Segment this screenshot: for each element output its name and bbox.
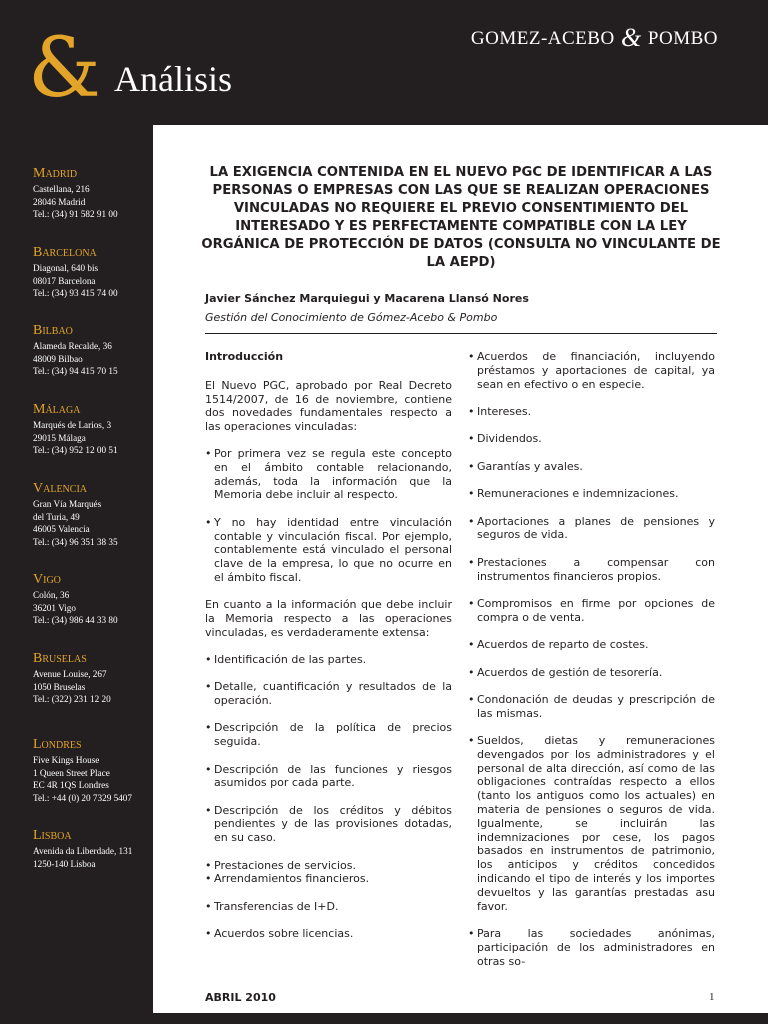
office-city: Madrid: [33, 166, 78, 181]
office-address-line: Colón, 36: [33, 590, 70, 600]
office-malaga: [33, 401, 151, 457]
list-item: • Condonación de deudas y prescripción de las mismas.: [468, 693, 715, 721]
office-address-line: Avenida da Liberdade, 131: [33, 846, 133, 856]
list-item: • Prestaciones a compensar con instrumentos financieros propios.: [468, 556, 715, 584]
office-address-line: del Turia, 49: [33, 511, 80, 522]
article-affiliation: Gestión del Conocimiento de Gómez-Acebo & Pombo: [205, 311, 498, 324]
office-madrid: [33, 165, 151, 221]
list-item: • Descripción de las funciones y riesgos asumidos por cada parte.: [205, 763, 452, 791]
memoria-list-left: [205, 653, 452, 941]
right-column: [468, 350, 715, 982]
list-item: • Identificación de las partes.: [205, 653, 452, 667]
office-address-line: 1250-140 Lisboa: [33, 858, 96, 869]
offices-sidebar: [0, 125, 153, 1024]
section-title: Análisis: [114, 59, 233, 99]
list-item: • Descripción de la política de precios seguida.: [205, 721, 452, 749]
office-city: Valencia: [33, 481, 87, 496]
office-lisboa: [33, 827, 151, 870]
intro-paragraph: El Nuevo PGC, aprobado por Real Decreto 1514/2007, de 16 de noviembre, contiene dos novedades fundamentales respecto a las operaciones vinculadas:: [205, 378, 452, 434]
office-address-line: 1 Queen Street Place: [33, 767, 110, 778]
office-city: Bilbao: [33, 323, 73, 338]
office-address-line: Five Kings House: [33, 755, 100, 765]
intro-heading: Introducción: [205, 350, 284, 363]
title-divider: [205, 333, 717, 334]
list-item: • Transferencias de I+D.: [205, 900, 452, 914]
office-address-line: Alameda Recalde, 36: [33, 341, 112, 351]
list-item: • Arrendamientos financieros.: [205, 872, 452, 886]
brand-ampersand: &: [620, 23, 642, 52]
list-item: • Descripción de los créditos y débitos pendientes y de las provisiones dotadas, en su caso.: [205, 804, 452, 845]
list-item: • Prestaciones de servicios.: [205, 859, 452, 873]
list-item: • Remuneraciones e indemnizaciones.: [468, 487, 715, 501]
office-vigo: [33, 571, 151, 627]
list-item: • Compromisos en firme por opciones de compra o de venta.: [468, 597, 715, 625]
office-londres: [33, 736, 151, 804]
list-item: • Garantías y avales.: [468, 460, 715, 474]
list-item: • Para las sociedades anónimas, participación de los administradores en otras so-: [468, 927, 715, 968]
office-city: Málaga: [33, 402, 81, 417]
list-item: • Aportaciones a planes de pensiones y seguros de vida.: [468, 515, 715, 543]
office-city: Barcelona: [33, 245, 97, 260]
page-number: 1: [709, 991, 715, 1003]
list-item: • Detalle, cuantificación y resultados de la operación.: [205, 680, 452, 708]
office-phone: Tel.: (34) 96 351 38 35: [33, 536, 118, 547]
list-item: • Por primera vez se regula este concepto en el ámbito contable relacionando, además, toda la información que la Memoria debe incluir al respecto.: [205, 447, 452, 502]
office-city: Londres: [33, 737, 82, 752]
list-item: • Sueldos, dietas y remuneraciones devengados por los administradores y el personal de alta dirección, así como de las obligaciones contraídas respecto a ellos (tanto los antiguos como los actuales) en materia de pensiones o seguros de vida. Igualmente, se incluirán las indemnizaciones por cese, los pagos basados en instrumentos de patrimonio, los anticipos y créditos concedidos indicando el tipo de interés y los importes devueltos y las garantías prestadas asu favor.: [468, 734, 715, 913]
office-address-line: 46005 Valencia: [33, 524, 90, 535]
brand-logo: [471, 23, 718, 53]
header-bar: [0, 0, 768, 125]
office-bruselas: [33, 650, 151, 706]
office-phone: Tel.: (34) 91 582 91 00: [33, 209, 118, 220]
office-phone: Tel.: (322) 231 12 20: [33, 694, 111, 705]
office-address-line: Avenue Louise, 267: [33, 669, 107, 679]
office-address-line: 48009 Bilbao: [33, 353, 83, 364]
office-address-line: 28046 Madrid: [33, 196, 86, 207]
office-city: Vigo: [33, 572, 61, 587]
memoria-paragraph: En cuanto a la información que debe incluir la Memoria respecto a las operaciones vinculadas, es verdaderamente extensa:: [205, 598, 452, 639]
office-address-line: 29015 Málaga: [33, 432, 86, 443]
list-item: • Dividendos.: [468, 432, 715, 446]
office-address-line: EC 4R 1QS Londres: [33, 780, 109, 791]
article-authors: Javier Sánchez Marquiegui y Macarena Llansó Nores: [205, 292, 529, 305]
office-phone: Tel.: (34) 952 12 00 51: [33, 445, 118, 456]
office-address-line: Castellana, 216: [33, 184, 90, 194]
novelties-list: [205, 447, 452, 585]
memoria-list-right: [468, 350, 715, 968]
list-item: • Y no hay identidad entre vinculación contable y vinculación fiscal. Por ejemplo, contablemente está vinculado el personal clave de la empresa, lo que no ocurre en el ámbito fiscal.: [205, 516, 452, 585]
office-address-line: 36201 Vigo: [33, 602, 76, 613]
article-page: [153, 125, 768, 1013]
office-city: Bruselas: [33, 651, 87, 666]
office-address-line: Marqués de Larios, 3: [33, 420, 112, 430]
office-bilbao: [33, 322, 151, 378]
office-address-line: Diagonal, 640 bis: [33, 263, 99, 273]
office-phone: Tel.: +44 (0) 20 7329 5407: [33, 792, 132, 803]
office-phone: Tel.: (34) 93 415 74 00: [33, 288, 118, 299]
list-item: • Acuerdos de gestión de tesorería.: [468, 666, 715, 680]
ampersand-logo: &: [28, 21, 101, 116]
list-item: • Acuerdos sobre licencias.: [205, 927, 452, 941]
office-valencia: [33, 480, 151, 548]
office-barcelona: [33, 244, 151, 300]
list-item: • Acuerdos de financiación, incluyendo préstamos y aportaciones de capital, ya sean en efectivo o en especie.: [468, 350, 715, 391]
footer-date: ABRIL 2010: [205, 991, 276, 1004]
office-city: Lisboa: [33, 828, 72, 843]
list-item: • Intereses.: [468, 405, 715, 419]
brand-name-right: POMBO: [647, 28, 718, 49]
brand-name-left: GOMEZ-ACEBO: [470, 28, 615, 49]
office-address-line: 1050 Bruselas: [33, 681, 86, 692]
list-item: • Acuerdos de reparto de costes.: [468, 638, 715, 652]
office-address-line: 08017 Barcelona: [33, 275, 96, 286]
left-column: [205, 350, 452, 955]
office-address-line: Gran Vía Marqués: [33, 499, 102, 509]
office-phone: Tel.: (34) 986 44 33 80: [33, 615, 118, 626]
article-title: LA EXIGENCIA CONTENIDA EN EL NUEVO PGC DE IDENTIFICAR A LAS PERSONAS O EMPRESAS CON LAS QUE SE REALIZAN OPERACIONES VINCULADAS NO REQUIERE EL PREVIO CONSENTIMIENTO DEL INTERESADO Y ES PERFECTAMENTE COMPATIBLE CON LA LEY ORGÁNICA DE PROTECCIÓN DE DATOS (CONSULTA NO VINCULANTE DE LA AEPD): [201, 165, 721, 270]
office-phone: Tel.: (34) 94 415 70 15: [33, 366, 118, 377]
